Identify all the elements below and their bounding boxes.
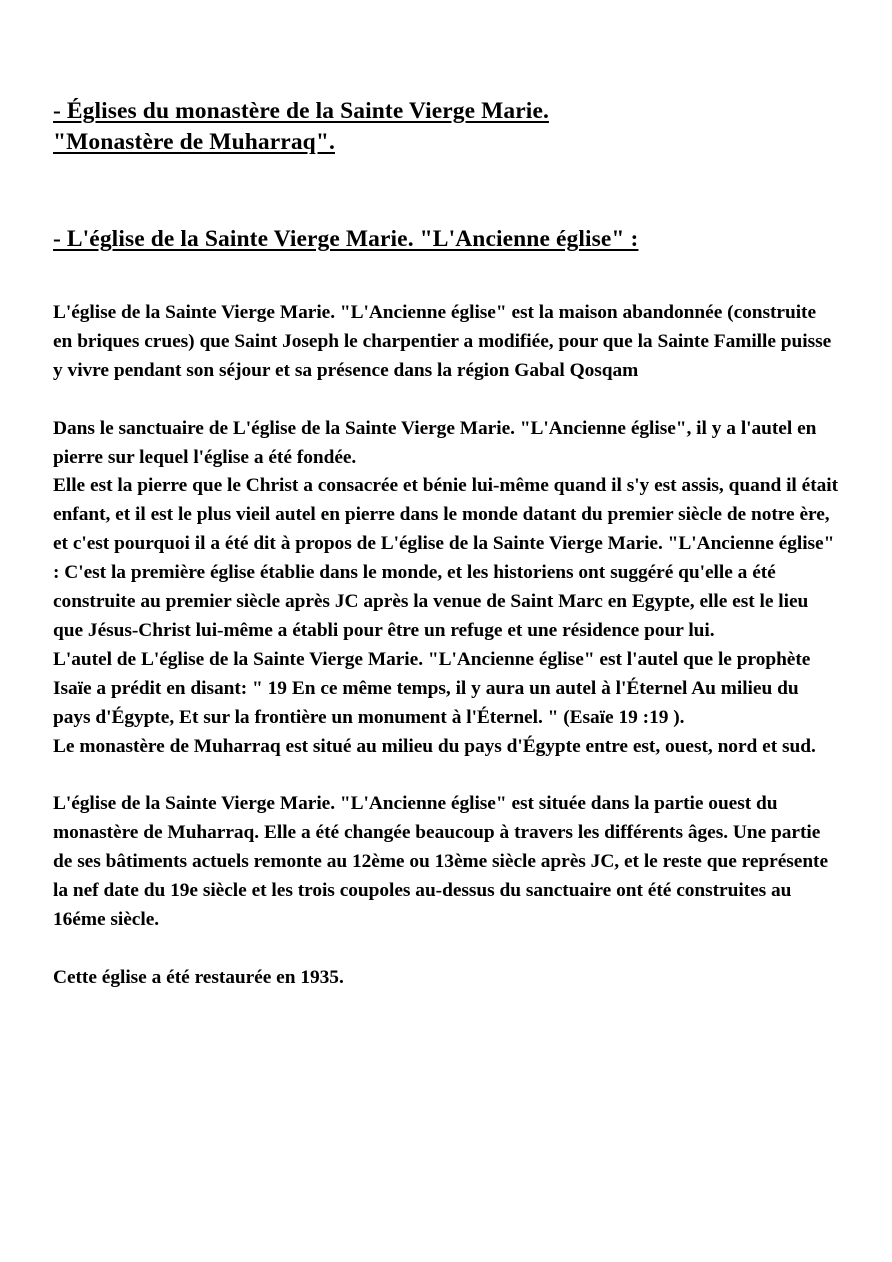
paragraph-2: Dans le sanctuaire de L'église de la Sainte Vierge Marie. "L'Ancienne église", il y a l'autel en pierre sur lequel l'église a été fondée. [53,417,817,468]
page-title-line-1: - Églises du monastère de la Sainte Vierge Marie. [53,98,549,124]
section-heading-spacer [53,255,840,299]
page-title [53,96,840,158]
paragraph-7: Cette église a été restaurée en 1935. [53,966,344,988]
paragraph-6: L'église de la Sainte Vierge Marie. "L'Ancienne église" est située dans la partie ouest du monastère de Muharraq. Elle a été changée beaucoup à travers les différents âges. Une partie de ses bâtiments actuels remonte au 12ème ou 13ème siècle après JC, et le reste que représente la nef date du 19e siècle et les trois coupoles au-dessus du sanctuaire ont été construites au 16éme siècle. [53,793,829,930]
paragraph-spacer [53,386,840,415]
section-heading: - L'église de la Sainte Vierge Marie. "L'Ancienne église" : [53,226,639,252]
page-title-line-2: "Monastère de Muharraq". [53,129,335,155]
paragraph-spacer [53,761,840,790]
paragraph-4: L'autel de L'église de la Sainte Vierge Marie. "L'Ancienne église" est l'autel que le prophète Isaïe a prédit en disant: " 19 En ce même temps, il y aura un autel à l'Éternel Au milieu du pays d'Égypte, Et sur la frontière un monument à l'Éternel. " (Esaïe 19 :19 ). [53,648,811,728]
paragraph-1: L'église de la Sainte Vierge Marie. "L'Ancienne église" est la maison abandonnée (construite en briques crues) que Saint Joseph le charpentier a modifiée, pour que la Sainte Famille puisse y vivre pendant son séjour et sa présence dans la région Gabal Qosqam [53,302,832,381]
heading-spacer [53,158,840,224]
paragraph-3: Elle est la pierre que le Christ a consacrée et bénie lui-même quand il s'y est assis, quand il était enfant, et il est le plus vieil autel en pierre dans le monde datant du premier siècle de notre ère, et c'est pourquoi il a été dit à propos de L'église de la Sainte Vierge Marie. "L'Ancienne église" : C'est la première église établie dans le monde, et les historiens ont suggéré qu'elle a été construite au premier siècle après JC après la venue de Saint Marc en Egypte, elle est le lieu que Jésus-Christ lui-même a établi pour être un refuge et une résidence pour lui. [53,475,839,641]
paragraph-spacer [53,935,840,964]
paragraph-5: Le monastère de Muharraq est situé au milieu du pays d'Égypte entre est, ouest, nord et sud. [53,735,816,757]
